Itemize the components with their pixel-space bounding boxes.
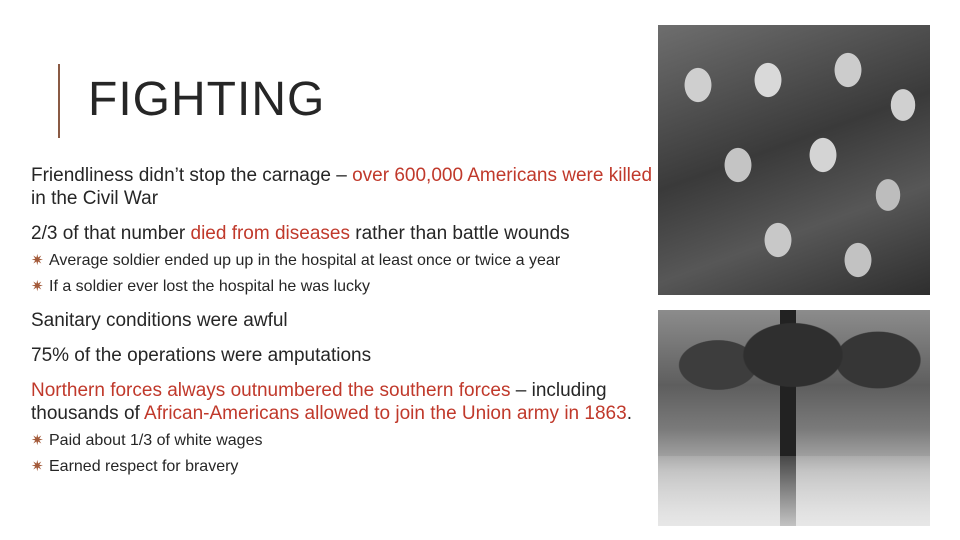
sub-bullets-diseases [31, 251, 661, 297]
sub-bullet [31, 431, 661, 451]
bullet-star-icon: ✷ [31, 432, 44, 449]
paragraph-casualties [31, 164, 661, 210]
bullet-star-icon: ✷ [31, 458, 44, 475]
sub-bullet [31, 277, 661, 297]
text-segment: in the Civil War [31, 188, 159, 209]
bullet-star-icon: ✷ [31, 252, 44, 269]
sub-bullet-text: Average soldier ended up up in the hospital at least once or twice a year [49, 252, 561, 269]
bullet-star-icon: ✷ [31, 278, 44, 295]
text-segment: Sanitary conditions were awful [31, 310, 288, 331]
slide-body [31, 164, 661, 489]
text-segment: 75% of the operations were amputations [31, 345, 372, 366]
paragraph-northern-forces [31, 379, 661, 425]
sub-bullet-text: Earned respect for bravery [49, 458, 239, 475]
text-segment-highlight: died from diseases [190, 223, 350, 244]
sub-bullet-text: Paid about 1/3 of white wages [49, 432, 263, 449]
soldiers-group-photo [658, 25, 930, 295]
field-hospital-photo [658, 310, 930, 526]
paragraph-amputations [31, 344, 661, 367]
title-accent-bar [58, 64, 60, 138]
sub-bullet [31, 251, 661, 271]
sub-bullet [31, 457, 661, 477]
sub-bullet-text: If a soldier ever lost the hospital he was lucky [49, 278, 371, 295]
text-segment: . [626, 403, 632, 424]
text-segment: 2/3 of that number [31, 223, 191, 244]
sub-bullets-african-americans [31, 431, 661, 477]
text-segment: Friendliness didn’t stop the carnage – [31, 165, 353, 186]
text-segment-highlight: Northern forces always outnumbered the southern forces [31, 380, 511, 401]
text-segment: rather than battle wounds [349, 223, 570, 244]
text-segment-highlight: over 600,000 Americans were killed [352, 165, 653, 186]
paragraph-sanitary [31, 309, 661, 332]
text-segment: – including thousands of [31, 380, 607, 424]
paragraph-diseases [31, 222, 661, 245]
slide-title: FIGHTING [88, 73, 326, 126]
text-segment-highlight: African-Americans allowed to join the Union army in 1863 [144, 403, 627, 424]
